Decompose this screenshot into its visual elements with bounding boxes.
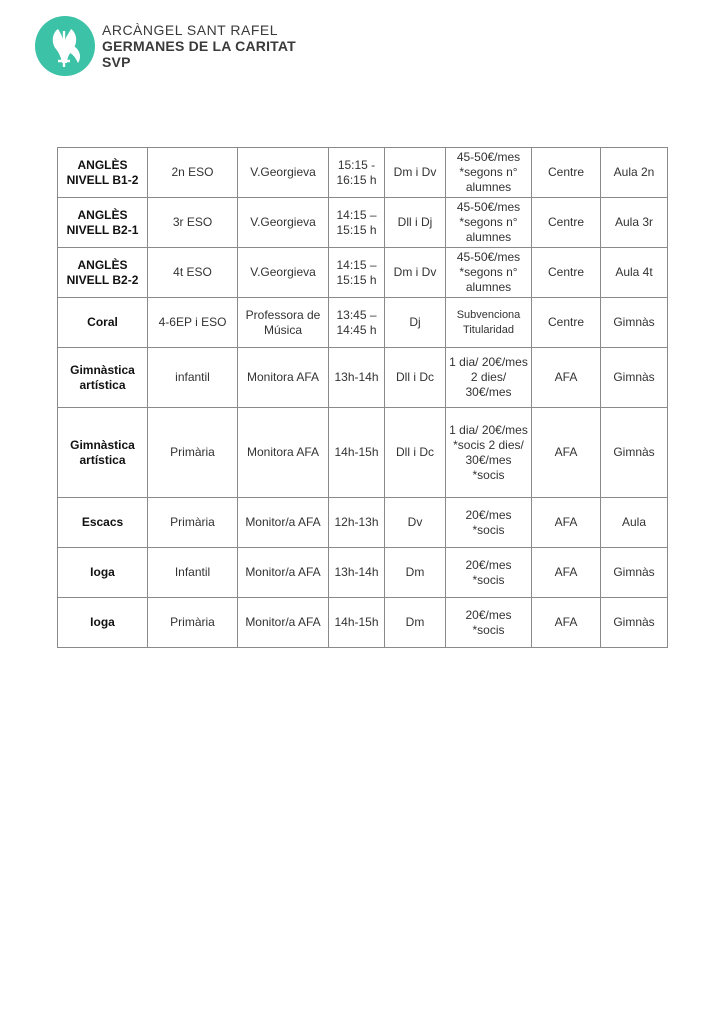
organizer-cell: Centre (532, 248, 601, 298)
activity-name: Gimnàstica artística (58, 348, 148, 408)
organizer-cell: AFA (532, 598, 601, 648)
location-cell: Gimnàs (601, 298, 668, 348)
table-row (58, 598, 668, 648)
days-cell: Dm (385, 548, 446, 598)
instructor-cell: Monitor/a AFA (238, 598, 329, 648)
location-cell: Aula 3r (601, 198, 668, 248)
days-cell: Dll i Dc (385, 408, 446, 498)
activity-name: Coral (58, 298, 148, 348)
days-cell: Dm i Dv (385, 248, 446, 298)
time-cell: 14:15 – 15:15 h (329, 248, 385, 298)
organizer-cell: Centre (532, 298, 601, 348)
time-cell: 13:45 – 14:45 h (329, 298, 385, 348)
table-row (58, 548, 668, 598)
days-cell: Dj (385, 298, 446, 348)
price-cell: 1 dia/ 20€/mes 2 dies/ 30€/mes (446, 348, 532, 408)
instructor-cell: Monitor/a AFA (238, 498, 329, 548)
instructor-cell: Monitor/a AFA (238, 548, 329, 598)
activity-name: Ioga (58, 598, 148, 648)
course-cell: Primària (148, 408, 238, 498)
price-cell: 20€/mes *socis (446, 548, 532, 598)
table-row (58, 148, 668, 198)
instructor-cell: Monitora AFA (238, 348, 329, 408)
table-row (58, 298, 668, 348)
brand-text (102, 23, 296, 69)
price-cell: 45-50€/mes *segons n° alumnes (446, 198, 532, 248)
activity-name: ANGLÈS NIVELL B2-2 (58, 248, 148, 298)
price-cell: Subvenciona Titularidad (446, 298, 532, 348)
activity-name: Gimnàstica artística (58, 408, 148, 498)
organizer-cell: Centre (532, 148, 601, 198)
instructor-cell: V.Georgieva (238, 248, 329, 298)
price-cell: 45-50€/mes *segons n° alumnes (446, 148, 532, 198)
organizer-cell: AFA (532, 498, 601, 548)
course-cell: 4-6EP i ESO (148, 298, 238, 348)
instructor-cell: V.Georgieva (238, 198, 329, 248)
days-cell: Dv (385, 498, 446, 548)
days-cell: Dm (385, 598, 446, 648)
brand-line-2: GERMANES DE LA CARITAT (102, 38, 296, 54)
days-cell: Dll i Dc (385, 348, 446, 408)
price-cell: 20€/mes *socis (446, 498, 532, 548)
activity-name: Escacs (58, 498, 148, 548)
table-row (58, 408, 668, 498)
activity-name: ANGLÈS NIVELL B1-2 (58, 148, 148, 198)
course-cell: 4t ESO (148, 248, 238, 298)
location-cell: Gimnàs (601, 548, 668, 598)
location-cell: Gimnàs (601, 598, 668, 648)
location-cell: Aula 4t (601, 248, 668, 298)
course-cell: Primària (148, 598, 238, 648)
table-row (58, 198, 668, 248)
location-cell: Gimnàs (601, 408, 668, 498)
brand-line-1: ARCÀNGEL SANT RAFEL (102, 22, 278, 38)
course-cell: infantil (148, 348, 238, 408)
days-cell: Dll i Dj (385, 198, 446, 248)
activities-table (57, 147, 668, 648)
table-row (58, 348, 668, 408)
course-cell: 3r ESO (148, 198, 238, 248)
location-cell: Aula 2n (601, 148, 668, 198)
time-cell: 12h-13h (329, 498, 385, 548)
instructor-cell: V.Georgieva (238, 148, 329, 198)
price-cell: 20€/mes *socis (446, 598, 532, 648)
organizer-cell: AFA (532, 348, 601, 408)
arcangel-logo-icon (34, 15, 96, 77)
price-cell: 45-50€/mes *segons n° alumnes (446, 248, 532, 298)
activity-name: ANGLÈS NIVELL B2-1 (58, 198, 148, 248)
organizer-cell: AFA (532, 548, 601, 598)
time-cell: 15:15 - 16:15 h (329, 148, 385, 198)
days-cell: Dm i Dv (385, 148, 446, 198)
time-cell: 14:15 – 15:15 h (329, 198, 385, 248)
activity-name: Ioga (58, 548, 148, 598)
location-cell: Gimnàs (601, 348, 668, 408)
table-row (58, 498, 668, 548)
organizer-cell: Centre (532, 198, 601, 248)
course-cell: Primària (148, 498, 238, 548)
table-row (58, 248, 668, 298)
course-cell: 2n ESO (148, 148, 238, 198)
price-cell: 1 dia/ 20€/mes *socis 2 dies/ 30€/mes *socis (446, 408, 532, 498)
time-cell: 13h-14h (329, 548, 385, 598)
time-cell: 14h-15h (329, 598, 385, 648)
instructor-cell: Professora de Música (238, 298, 329, 348)
instructor-cell: Monitora AFA (238, 408, 329, 498)
time-cell: 13h-14h (329, 348, 385, 408)
brand-line-3: SVP (102, 54, 131, 70)
organizer-cell: AFA (532, 408, 601, 498)
document-header (34, 14, 296, 78)
course-cell: Infantil (148, 548, 238, 598)
time-cell: 14h-15h (329, 408, 385, 498)
location-cell: Aula (601, 498, 668, 548)
